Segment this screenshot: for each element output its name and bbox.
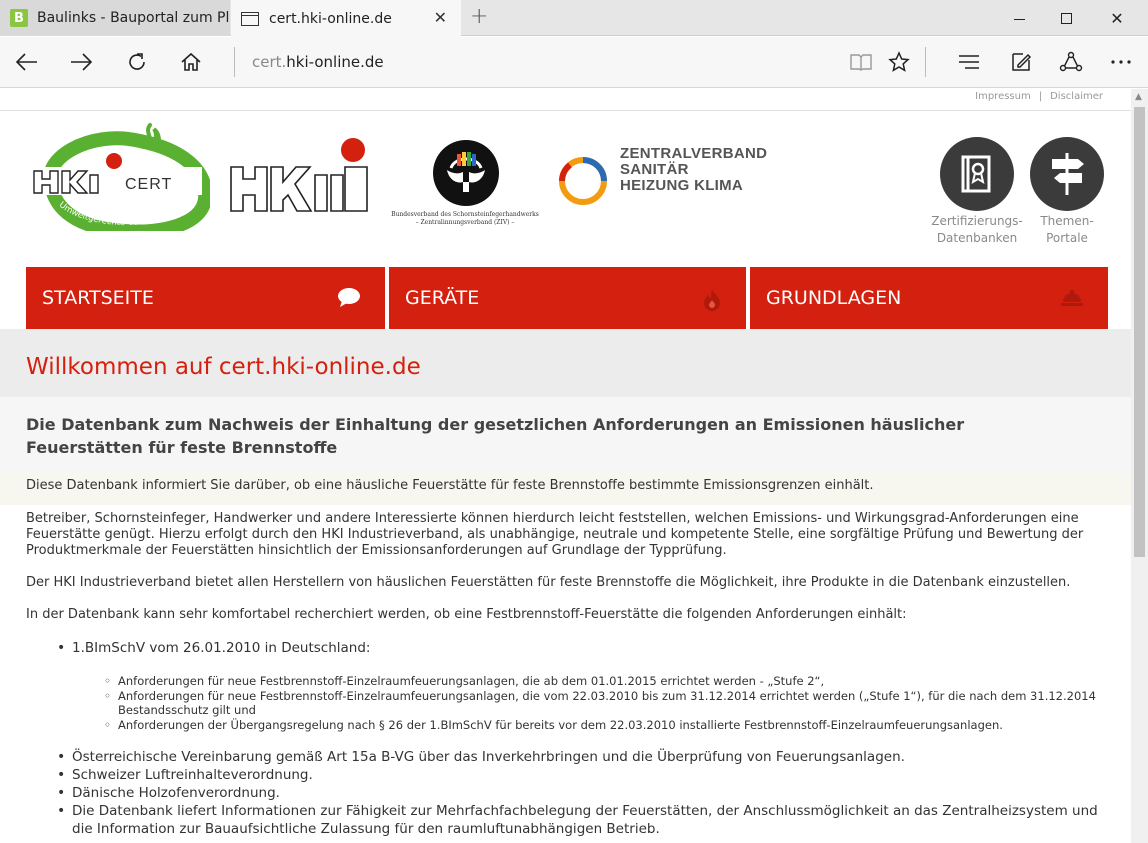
browser-tab-bar	[0, 0, 1148, 36]
sub-list-item: ◦ Anforderungen für neue Festbrennstoff-Einzelraumfeuerungsanlagen, die vom 22.03.2010 bis zum 31.12.2014 errichtet werden („Stufe 1“), für die nach dem 31.12.2014 Bestandsschutz gilt und	[118, 689, 1101, 717]
speech-bubble-icon	[337, 287, 361, 309]
zvshk-line-1: ZENTRALVERBAND	[620, 145, 768, 162]
flame-icon	[702, 287, 722, 311]
address-domain: hki-online.de	[286, 53, 384, 71]
nav-grundlagen[interactable]	[750, 267, 1108, 329]
schornsteinfeger-logo[interactable]	[390, 137, 540, 229]
signpost-icon	[1030, 137, 1104, 211]
themen-portale-label[interactable]	[1017, 213, 1117, 247]
share-icon[interactable]	[1056, 47, 1086, 77]
nav-grundlagen-label: GRUNDLAGEN	[766, 287, 902, 309]
zvshk-line-2: SANITÄR	[620, 161, 689, 178]
zvshk-line-3: HEIZUNG KLIMA	[620, 177, 744, 194]
zertifizierungs-datenbanken-button[interactable]	[940, 137, 1014, 211]
list-item-text: 1.BImSchV vom 26.01.2010 in Deutschland:	[72, 640, 371, 656]
schorn-line-1: Bundesverband des Schornsteinfegerhandwerks	[391, 211, 539, 218]
scroll-thumb[interactable]	[1134, 107, 1145, 557]
schornsteinfeger-caption	[390, 211, 540, 227]
link-separator: |	[1038, 91, 1043, 102]
forward-arrow-icon[interactable]	[66, 47, 96, 77]
zvshk-text	[620, 146, 767, 194]
more-icon[interactable]	[1106, 47, 1136, 77]
hki-cert-logo[interactable]	[30, 119, 210, 229]
list-item	[72, 639, 1101, 732]
list-item: • Österreichische Vereinbarung gemäß Art 15a B-VG über das Inverkehrbringen und die Überprüfung von Feuerungsanlagen.	[72, 748, 1101, 766]
minimize-button[interactable]	[996, 0, 1042, 36]
toolbar-separator	[925, 47, 926, 77]
tab-cert-hki[interactable]	[231, 0, 461, 37]
back-arrow-icon[interactable]	[12, 47, 42, 77]
zertifizierungs-datenbanken-label[interactable]	[927, 213, 1027, 247]
impressum-link[interactable]: Impressum	[975, 91, 1031, 102]
cert-logo-text: CERT	[125, 176, 173, 193]
zvshk-logo[interactable]	[558, 144, 778, 214]
intro-heading: Die Datenbank zum Nachweis der Einhaltung der gesetzlichen Anforderungen an Emissionen häuslicher Feuerstätten für feste Brennstoffe	[26, 415, 965, 457]
service-bell-icon	[1060, 287, 1084, 307]
sub-list-item: ◦ Anforderungen für neue Festbrennstoff-Einzelraumfeuerungsanlagen, die ab dem 01.01.2015 errichtet werden - „Stufe 2“,	[118, 674, 1101, 688]
tab-label: Baulinks - Bauportal zum Pl	[37, 10, 230, 26]
label-line-1: Zertifizierungs-	[931, 214, 1023, 228]
schornsteinfeger-emblem-icon	[433, 140, 499, 206]
home-icon[interactable]	[176, 47, 206, 77]
list-item: • Die Datenbank liefert Informationen zur Fähigkeit zur Mehrfachfachbelegung der Feuerstätten, der Anschlussmöglichkeit an das Zentralheizsystem und die Information zur Bauaufsichtliche Zulassung für den raumluftunabhängigen Betrieb.	[72, 802, 1101, 838]
list-item: • Schweizer Luftreinhalteverordnung.	[72, 766, 1101, 784]
top-links	[975, 91, 1103, 102]
scroll-up-icon[interactable]: ▲	[1135, 92, 1142, 102]
zvshk-emblem-icon	[558, 156, 608, 206]
sub-list-item: ◦ Anforderungen der Übergangsregelung nach § 26 der 1.BImSchV für bereits vor dem 22.03.2010 installierte Festbrennstoff-Einzelraumfeuerungsanlagen.	[118, 718, 1101, 732]
address-prefix: cert.	[252, 53, 287, 71]
hki-logo[interactable]	[229, 137, 371, 213]
nav-geraete-label: GERÄTE	[405, 287, 480, 309]
paragraph: In der Datenbank kann sehr komfortabel recherchiert werden, ob eine Festbrennstoff-Feuerstätte die folgenden Anforderungen einhält:	[26, 607, 907, 622]
disclaimer-link[interactable]: Disclaimer	[1050, 91, 1103, 102]
reader-icon[interactable]	[846, 47, 876, 77]
refresh-icon[interactable]	[122, 47, 152, 77]
label-line-2: Portale	[1046, 231, 1088, 245]
paragraph: Betreiber, Schornsteinfeger, Handwerker und andere Interessierte können hierdurch leicht feststellen, welchen Emissions- und Wirkungsgrad-Anforderungen eine Feuerstätte genügt. Hierzu erfolgt durch den HKI Industrieverband, als unabhängige, neutrale und kompetente Stelle, eine sorgfältige Prüfung und Bewertung der Produktmerkmale der Feuerstätten hinsichtlich der Emissionsanforderungen auf Grundlage der Typprüfung.	[26, 511, 1084, 558]
tab-close-icon[interactable]: ✕	[433, 8, 447, 27]
nav-geraete[interactable]	[389, 267, 746, 329]
nav-startseite-label: STARTSEITE	[42, 287, 154, 309]
nav-startseite[interactable]	[26, 267, 385, 329]
new-tab-icon[interactable]: +	[470, 4, 489, 29]
label-line-1: Themen-	[1040, 214, 1094, 228]
certificate-icon	[940, 137, 1014, 211]
window-close-button[interactable]: ✕	[1110, 8, 1124, 28]
main-content	[26, 478, 1101, 838]
top-divider	[0, 110, 1131, 111]
address-bar[interactable]	[252, 53, 384, 71]
baulinks-favicon-icon: B	[10, 9, 28, 27]
tab-baulinks[interactable]	[0, 0, 230, 36]
schorn-line-2: – Zentralinnungsverband (ZIV) –	[415, 219, 515, 226]
hub-icon[interactable]	[954, 47, 984, 77]
paragraph: Der HKI Industrieverband bietet allen Herstellern von häuslichen Feuerstätten für feste Brennstoffe die Möglichkeit, ihre Produkte in die Datenbank einzustellen.	[26, 575, 1071, 590]
address-separator	[234, 47, 235, 77]
web-page	[0, 89, 1131, 843]
list-item: • Dänische Holzofenverordnung.	[72, 784, 1101, 802]
page-scrollbar[interactable]	[1131, 89, 1148, 843]
sub-list	[72, 674, 1101, 732]
cert-ring-text: Umweltgerechte Verbrennung	[56, 200, 182, 229]
page-title: Willkommen auf cert.hki-online.de	[26, 354, 421, 380]
requirements-list	[26, 639, 1101, 838]
label-line-2: Datenbanken	[936, 231, 1018, 245]
paragraph: Diese Datenbank informiert Sie darüber, ob eine häusliche Feuerstätte für feste Brennstoffe bestimmte Emissionsgrenzen einhält.	[26, 478, 874, 493]
maximize-button[interactable]	[1043, 0, 1089, 36]
web-note-icon[interactable]	[1006, 47, 1036, 77]
favorite-star-icon[interactable]	[884, 47, 914, 77]
browser-toolbar	[0, 37, 1148, 88]
themen-portale-button[interactable]	[1030, 137, 1104, 211]
tab-label: cert.hki-online.de	[269, 10, 392, 27]
page-favicon-icon	[241, 12, 259, 26]
